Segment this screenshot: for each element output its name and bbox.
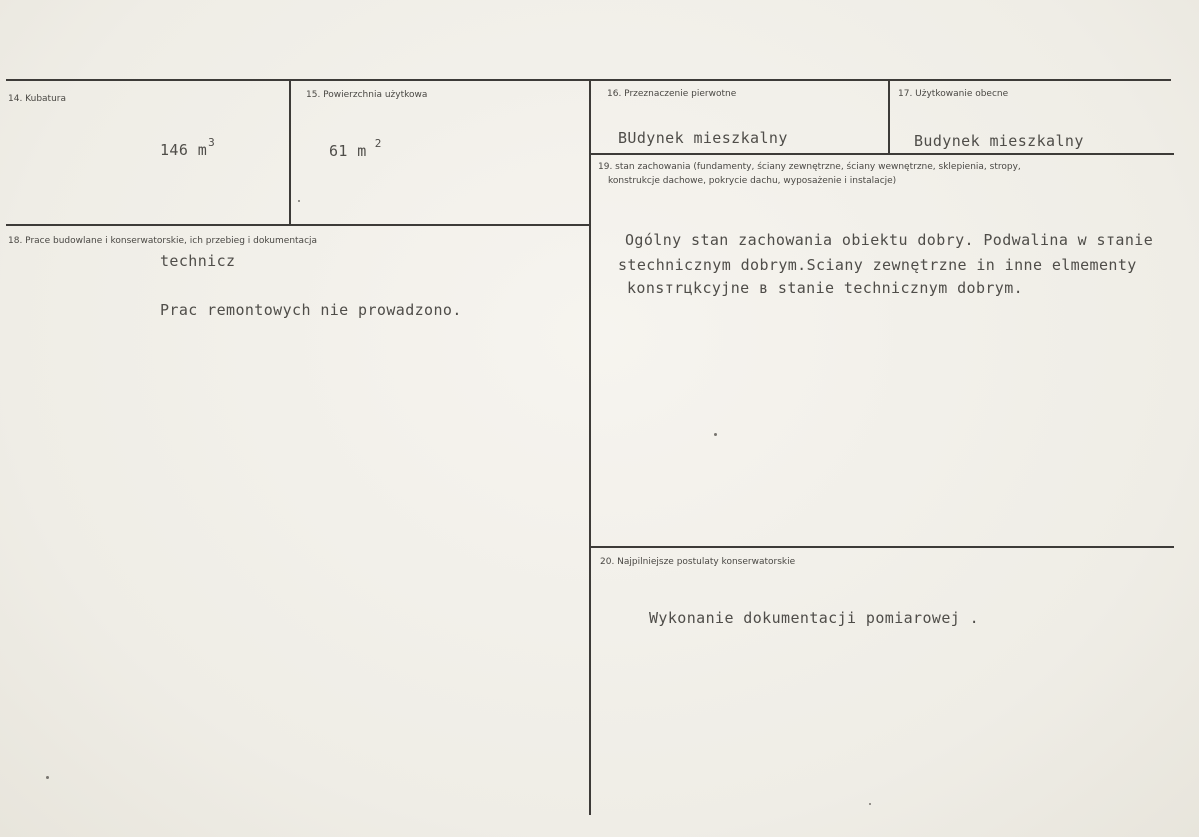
field-20-text: Wykonanie dokumentacji pomiarowej . xyxy=(649,609,980,627)
field-15-value xyxy=(329,137,382,160)
divider-16-17 xyxy=(888,80,890,154)
field-18-label: 18. Prace budowlane i konserwatorskie, ich przebieg i dokumentacja xyxy=(8,236,318,246)
paper-speck xyxy=(869,803,871,805)
field-17-label: 17. Użytkowanie obecne xyxy=(898,89,1009,99)
field-15-number: 61 m xyxy=(329,142,367,160)
field-14-value xyxy=(160,136,215,159)
field-18-text: Prac remontowych nie prowadzono. xyxy=(160,301,462,319)
divider-14-15 xyxy=(289,80,291,226)
field-19-label-line1: 19. stan zachowania (fundamenty, ściany zewnętrzne, ściany wewnętrzne, sklepienia, stropy, xyxy=(598,162,1021,172)
rule-under-14-15 xyxy=(6,224,589,226)
paper-speck xyxy=(714,433,717,436)
paper-speck xyxy=(46,776,49,779)
field-20-label: 20. Najpilniejsze postulaty konserwatorskie xyxy=(600,557,796,567)
paper-speck xyxy=(298,200,300,202)
field-16-label: 16. Przeznaczenie pierwotne xyxy=(607,89,737,99)
field-19-text-line3: konsтrцkcyjne в stanie technicznym dobrym. xyxy=(627,279,1024,297)
field-14-exponent: 3 xyxy=(208,136,216,149)
field-18-continuation: technicz xyxy=(160,252,236,270)
field-19-text-line2: stechnicznym dobrym.Sciany zewnętrzne in inne elmementy xyxy=(618,256,1137,274)
field-19-label-line2: konstrukcje dachowe, pokrycie dachu, wyposażenie i instalacje) xyxy=(608,176,897,186)
rule-above-20 xyxy=(591,546,1174,548)
field-15-label: 15. Powierzchnia użytkowa xyxy=(306,90,428,100)
field-15-exponent: 2 xyxy=(374,137,382,150)
field-14-number: 146 m xyxy=(160,141,208,159)
field-16-value: BUdynek mieszkalny xyxy=(618,129,788,147)
rule-under-16-17 xyxy=(591,153,1174,155)
field-19-text-line1: Ogólny stan zachowania obiektu dobry. Podwalina w sтanie xyxy=(625,231,1154,249)
field-14-label: 14. Kubatura xyxy=(8,94,67,104)
field-17-value: Budynek mieszkalny xyxy=(914,132,1084,150)
center-divider xyxy=(589,80,591,815)
